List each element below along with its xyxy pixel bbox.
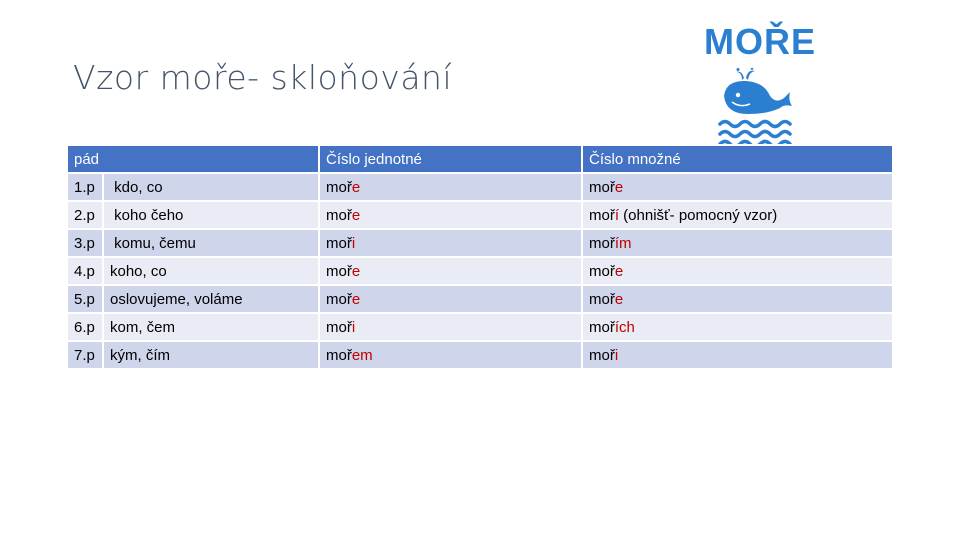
- plural-cell: moře: [582, 173, 893, 201]
- ending: e: [351, 262, 361, 280]
- plural-cell: mořím: [582, 229, 893, 257]
- singular-cell: moře: [319, 173, 582, 201]
- header-singular: Číslo jednotné: [319, 145, 582, 173]
- case-cell: 6.p: [67, 313, 103, 341]
- question-cell: komu, čemu: [103, 229, 319, 257]
- declension-table: [66, 144, 894, 370]
- table-row: [67, 285, 893, 313]
- case-cell: 3.p: [67, 229, 103, 257]
- case-cell: 2.p: [67, 201, 103, 229]
- more-logo: [704, 20, 816, 136]
- singular-cell: mořem: [319, 341, 582, 369]
- singular-cell: moře: [319, 257, 582, 285]
- case-cell: 4.p: [67, 257, 103, 285]
- logo-text: MOŘE: [704, 21, 816, 62]
- plural-cell: moře: [582, 257, 893, 285]
- question-cell: koho čeho: [103, 201, 319, 229]
- table-row: [67, 257, 893, 285]
- singular-cell: moři: [319, 313, 582, 341]
- header-plural: Číslo množné: [582, 145, 893, 173]
- plural-cell: moří (ohnišť- pomocný vzor): [582, 201, 893, 229]
- ending: i: [351, 318, 356, 336]
- ending: e: [351, 290, 361, 308]
- ending: em: [351, 346, 373, 364]
- question-cell: kým, čím: [103, 341, 319, 369]
- question-cell: oslovujeme, voláme: [103, 285, 319, 313]
- plural-cell: moři: [582, 341, 893, 369]
- ending: i: [614, 346, 619, 364]
- case-cell: 7.p: [67, 341, 103, 369]
- ending: ím: [614, 234, 632, 252]
- ending: e: [614, 262, 624, 280]
- ending: í: [614, 206, 620, 224]
- slide-title: Vzor moře- skloňování: [73, 58, 453, 97]
- table-row: [67, 313, 893, 341]
- ending: e: [614, 178, 624, 196]
- table-row: [67, 201, 893, 229]
- question-cell: kom, čem: [103, 313, 319, 341]
- plural-cell: moře: [582, 285, 893, 313]
- plural-cell: mořích: [582, 313, 893, 341]
- table-row: [67, 229, 893, 257]
- singular-cell: moře: [319, 285, 582, 313]
- question-cell: kdo, co: [103, 173, 319, 201]
- singular-cell: moře: [319, 201, 582, 229]
- ending: e: [351, 178, 361, 196]
- case-cell: 5.p: [67, 285, 103, 313]
- ending: e: [351, 206, 361, 224]
- header-case: pád: [67, 145, 319, 173]
- table-row: [67, 173, 893, 201]
- ending: e: [614, 290, 624, 308]
- ending: i: [351, 234, 356, 252]
- table-header-row: [67, 145, 893, 173]
- case-cell: 1.p: [67, 173, 103, 201]
- ending: ích: [614, 318, 635, 336]
- whale-icon: [718, 68, 802, 154]
- table-row: [67, 341, 893, 369]
- question-cell: koho, co: [103, 257, 319, 285]
- singular-cell: moři: [319, 229, 582, 257]
